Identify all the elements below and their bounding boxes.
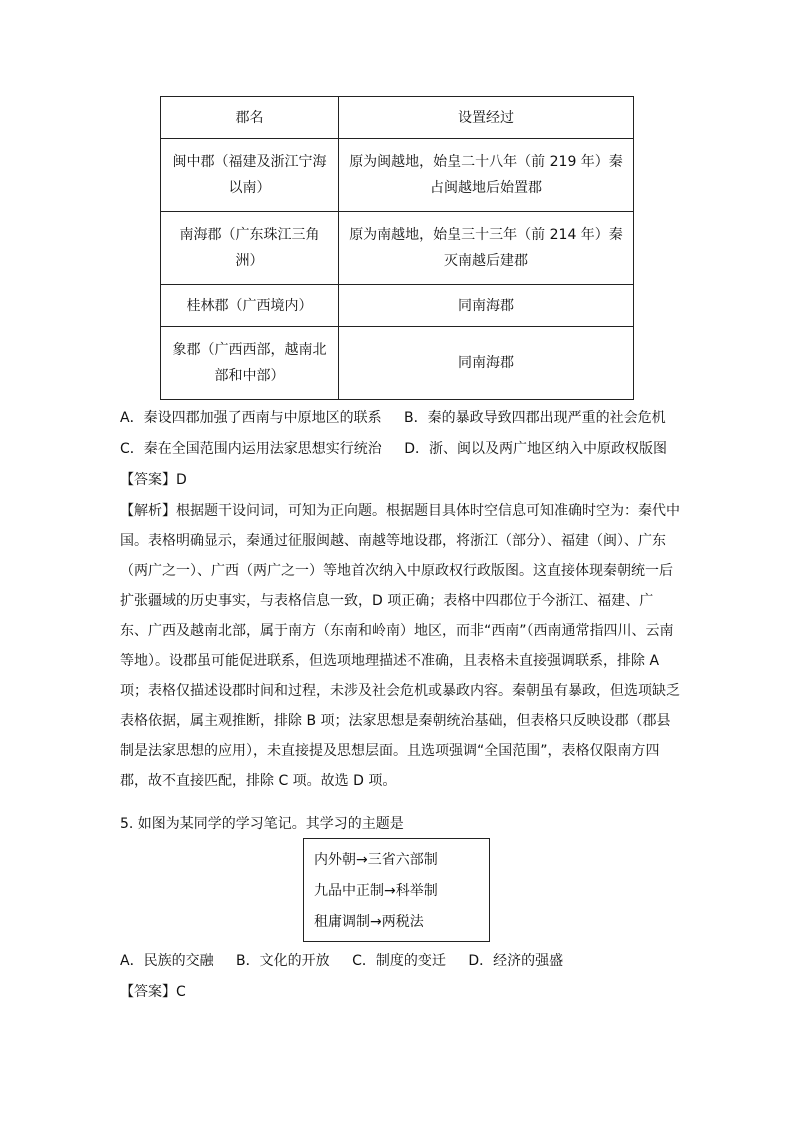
table-cell-process: 同南海郡 — [339, 285, 634, 327]
q5-option-a: A．民族的交融 — [120, 953, 214, 969]
table-cell-name: 南海郡（广东珠江三角洲） — [161, 212, 339, 285]
table-cell-process: 原为闽越地，始皇二十八年（前 219 年）秦占闽越地后始置郡 — [339, 139, 634, 212]
note-line: 租庸调制→两税法 — [314, 914, 424, 930]
q4-analysis — [120, 496, 680, 796]
study-notes-box — [303, 838, 490, 942]
table-header-cell: 郡名 — [161, 97, 339, 139]
table-cell-name: 桂林郡（广西境内） — [161, 285, 339, 327]
table-cell-process: 同南海郡 — [339, 327, 634, 400]
commandery-table — [160, 96, 634, 400]
q4-options-row-1 — [120, 408, 666, 428]
q5-options-row — [120, 951, 563, 971]
note-line: 九品中正制→科举制 — [314, 883, 438, 899]
q5-option-b: B．文化的开放 — [236, 953, 330, 969]
table-header-row — [161, 97, 634, 139]
q4-answer: 【答案】D — [120, 472, 187, 488]
table-row — [161, 212, 634, 285]
q4-options-row-2 — [120, 439, 667, 459]
table-row — [161, 327, 634, 400]
table-cell-name: 象郡（广西西部，越南北部和中部） — [161, 327, 339, 400]
table-cell-process: 原为南越地，始皇三十三年（前 214 年）秦灭南越后建郡 — [339, 212, 634, 285]
table-row — [161, 285, 634, 327]
q5-stem: 5. 如图为某同学的学习笔记。其学习的主题是 — [120, 816, 404, 832]
q4-option-b: B．秦的暴政导致四郡出现严重的社会危机 — [404, 410, 666, 426]
q4-analysis-text: 【解析】根据题干设问词，可知为正向题。根据题目具体时空信息可知准确时空为：秦代中国。表格明确显示，秦通过征服闽越、南越等地设郡，将浙江（部分）、福建（闽）、广东（两广之一）、广西（两广之一）等地首次纳入中原政权行政版图。这直接体现秦朝统一后扩张疆域的历史事实，与表格信息一致，D 项正确；表格中四郡位于今浙江、福建、广东、广西及越南北部，属于南方（东南和岭南）地区，而非“西南”（西南通常指四川、云南等地）。设郡虽可能促进联系，但选项地理描述不准确，且表格未直接强调联系，排除 A 项；表格仅描述设郡时间和过程，未涉及社会危机或暴政内容。秦朝虽有暴政，但选项缺乏表格依据，属主观推断，排除 B 项；法家思想是秦朝统治基础，但表格只反映设郡（郡县制是法家思想的应用），未直接提及思想层面。且选项强调“全国范围”，表格仅限南方四郡，故不直接匹配，排除 C 项。故选 D 项。 — [120, 503, 680, 789]
note-line: 内外朝→三省六部制 — [314, 852, 438, 868]
table-row — [161, 139, 634, 212]
q5-option-c: C．制度的变迁 — [352, 953, 446, 969]
q4-option-c: C．秦在全国范围内运用法家思想实行统治 — [120, 441, 382, 457]
table-header-cell: 设置经过 — [339, 97, 634, 139]
q4-option-d: D．浙、闽以及两广地区纳入中原政权版图 — [404, 441, 668, 457]
q5-answer: 【答案】C — [120, 984, 186, 1000]
q5-option-d: D．经济的强盛 — [468, 953, 564, 969]
table-cell-name: 闽中郡（福建及浙江宁海以南） — [161, 139, 339, 212]
q4-option-a: A．秦设四郡加强了西南与中原地区的联系 — [120, 410, 382, 426]
